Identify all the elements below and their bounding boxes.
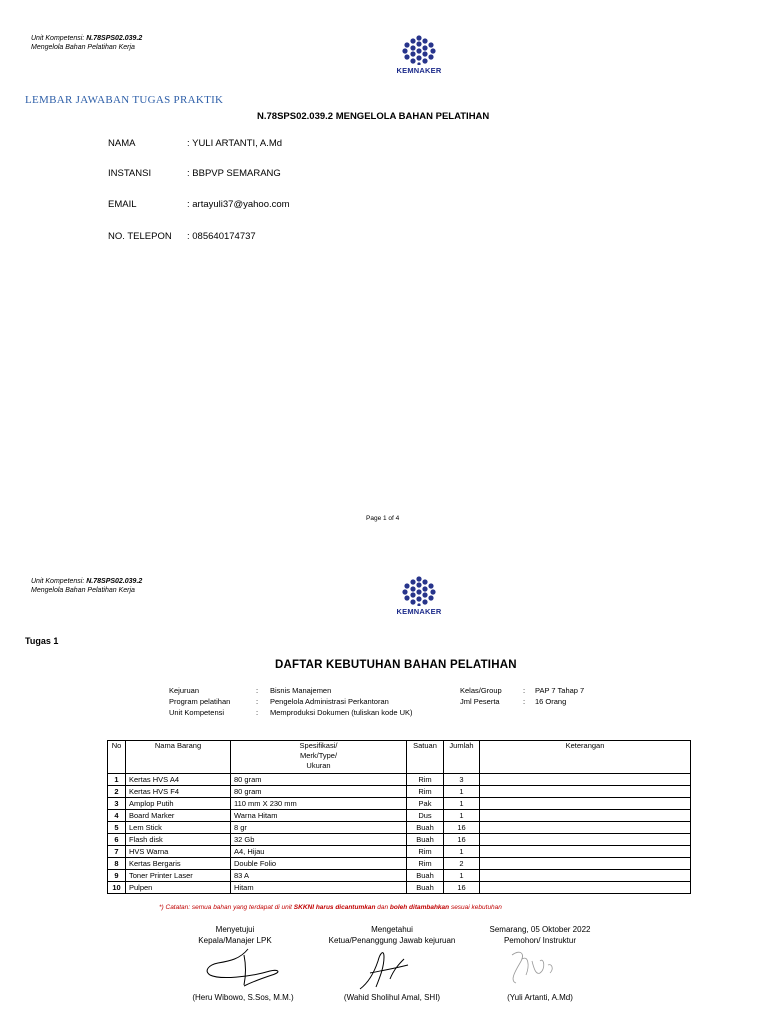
- cell-jumlah: 3: [444, 774, 480, 786]
- cell-nama: Kertas Bergaris: [126, 858, 231, 870]
- table-row: [108, 834, 691, 846]
- lembar-title: LEMBAR JAWABAN TUGAS PRAKTIK: [25, 94, 224, 106]
- cell-no: 1: [108, 774, 126, 786]
- cell-satuan: Rim: [407, 858, 444, 870]
- cell-keterangan: [480, 786, 691, 798]
- unit-code-2: N.78SPS02.039.2: [86, 578, 143, 585]
- cell-satuan: Rim: [407, 846, 444, 858]
- cell-jumlah: 1: [444, 870, 480, 882]
- signature-name-yuli: (Yuli Artanti, A.Md): [507, 993, 573, 1002]
- header-nama-barang: Nama Barang: [126, 741, 231, 774]
- header-spec-line2: Merk/Type/: [299, 751, 338, 760]
- cell-jumlah: 1: [444, 798, 480, 810]
- signature-wahid-icon: [350, 943, 420, 993]
- cell-satuan: Buah: [407, 834, 444, 846]
- cell-no: 7: [108, 846, 126, 858]
- info-label-kejuruan: Kejuruan: [169, 686, 200, 695]
- info-value-kelas: PAP 7 Tahap 7: [535, 686, 585, 695]
- cell-spec: 80 gram: [231, 774, 407, 786]
- table-row: [108, 786, 691, 798]
- field-value-instansi: : BBPVP SEMARANG: [187, 168, 281, 179]
- kemnaker-logo: [389, 35, 449, 75]
- cell-jumlah: 1: [444, 810, 480, 822]
- sig-line2: Pemohon/ Instruktur: [503, 936, 577, 945]
- page-number: Page 1 of 4: [366, 515, 400, 522]
- info-sep: :: [256, 708, 259, 717]
- signature-block-pemohon: [470, 924, 610, 946]
- cell-nama: Board Marker: [126, 810, 231, 822]
- table-row: [108, 798, 691, 810]
- cell-keterangan: [480, 810, 691, 822]
- cell-keterangan: [480, 834, 691, 846]
- catatan-note: [159, 904, 502, 911]
- catatan-part: sesuai kebutuhan: [449, 904, 502, 911]
- header-keterangan: Keterangan: [480, 741, 691, 774]
- field-label-email: EMAIL: [108, 199, 137, 210]
- cell-spec: Warna Hitam: [231, 810, 407, 822]
- sig-line2: Ketua/Penanggung Jawab kejuruan: [328, 936, 456, 945]
- field-label-instansi: INSTANSI: [108, 168, 152, 179]
- info-value-program: Pengelola Administrasi Perkantoran: [270, 697, 389, 706]
- cell-jumlah: 1: [444, 846, 480, 858]
- unit-name-2: Mengelola Bahan Pelatihan Kerja: [31, 587, 135, 594]
- cell-no: 2: [108, 786, 126, 798]
- header-spec-line1: Spesifikasi/: [299, 741, 338, 750]
- table-header-row: [108, 741, 691, 774]
- unit-label-2: Unit Kompetensi:: [31, 578, 87, 585]
- info-value-kejuruan: Bisnis Manajemen: [270, 686, 332, 695]
- field-label-nama: NAMA: [108, 138, 136, 149]
- cell-spec: 110 mm X 230 mm: [231, 798, 407, 810]
- cell-nama: Flash disk: [126, 834, 231, 846]
- catatan-emphasis: SKKNI harus dicantumkan: [293, 904, 376, 911]
- cell-satuan: Buah: [407, 882, 444, 894]
- header-jumlah: Jumlah: [444, 741, 480, 774]
- tugas-heading: Tugas 1: [25, 636, 59, 646]
- signature-heru-icon: [200, 945, 290, 990]
- cell-nama: Kertas HVS A4: [126, 774, 231, 786]
- info-label-kelas: Kelas/Group: [460, 686, 502, 695]
- cell-spec: 83 A: [231, 870, 407, 882]
- cell-satuan: Buah: [407, 870, 444, 882]
- header-spec-line3: Ukuran: [306, 761, 331, 770]
- catatan-part: *) Catatan: semua bahan yang terdapat di unit: [159, 904, 294, 911]
- cell-spec: Double Folio: [231, 858, 407, 870]
- cell-satuan: Pak: [407, 798, 444, 810]
- cell-no: 8: [108, 858, 126, 870]
- cell-spec: A4, Hijau: [231, 846, 407, 858]
- catatan-emphasis: boleh ditambahkan: [389, 904, 450, 911]
- header-no: No: [108, 741, 126, 774]
- cell-nama: Lem Stick: [126, 822, 231, 834]
- cell-nama: Amplop Putih: [126, 798, 231, 810]
- info-sep: :: [523, 697, 526, 706]
- sig-line2: Kepala/Manajer LPK: [198, 936, 272, 945]
- cell-jumlah: 1: [444, 786, 480, 798]
- table-row: [108, 858, 691, 870]
- table-row: [108, 822, 691, 834]
- kemnaker-emblem-icon: [402, 35, 436, 65]
- signature-name-wahid: (Wahid Sholihul Amal, SHI): [343, 993, 441, 1002]
- cell-jumlah: 16: [444, 834, 480, 846]
- logo-text-2: KEMNAKER: [396, 607, 442, 616]
- unit-header: [31, 34, 142, 52]
- cell-no: 6: [108, 834, 126, 846]
- logo-text: KEMNAKER: [396, 66, 442, 75]
- cell-keterangan: [480, 798, 691, 810]
- table-row: [108, 870, 691, 882]
- cell-keterangan: [480, 774, 691, 786]
- signature-yuli-icon: [500, 945, 570, 990]
- field-value-telepon: : 085640174737: [187, 231, 256, 242]
- field-value-nama: : YULI ARTANTI, A.Md: [187, 138, 283, 149]
- header-satuan: Satuan: [407, 741, 444, 774]
- cell-keterangan: [480, 882, 691, 894]
- table-row: [108, 810, 691, 822]
- document-title: N.78SPS02.039.2 MENGELOLA BAHAN PELATIHAN: [257, 111, 490, 122]
- sig-line1: Menyetujui: [215, 925, 255, 934]
- table-row: [108, 882, 691, 894]
- unit-code: N.78SPS02.039.2: [86, 35, 143, 42]
- unit-header-2: [31, 577, 142, 595]
- bahan-table: [107, 740, 691, 894]
- cell-jumlah: 2: [444, 858, 480, 870]
- kemnaker-emblem-icon: [402, 576, 436, 606]
- signature-block-menyetujui: [165, 924, 305, 946]
- info-value-unit: Memproduksi Dokumen (tuliskan kode UK): [270, 708, 413, 717]
- info-sep: :: [256, 697, 259, 706]
- catatan-part: dan: [375, 904, 390, 911]
- kemnaker-logo-2: [389, 576, 449, 616]
- cell-satuan: Dus: [407, 810, 444, 822]
- cell-keterangan: [480, 858, 691, 870]
- cell-keterangan: [480, 822, 691, 834]
- header-spesifikasi: [231, 741, 407, 774]
- info-sep: :: [256, 686, 259, 695]
- cell-no: 9: [108, 870, 126, 882]
- unit-code-line-2: [31, 577, 142, 586]
- cell-spec: 80 gram: [231, 786, 407, 798]
- table-row: [108, 846, 691, 858]
- cell-jumlah: 16: [444, 822, 480, 834]
- sig-line1: Mengetahui: [371, 925, 413, 934]
- cell-no: 10: [108, 882, 126, 894]
- info-label-peserta: Jml Peserta: [460, 697, 500, 706]
- cell-no: 5: [108, 822, 126, 834]
- signature-name-heru: (Heru Wibowo, S.Sos, M.M.): [192, 993, 294, 1002]
- unit-name: Mengelola Bahan Pelatihan Kerja: [31, 44, 135, 51]
- cell-nama: Kertas HVS F4: [126, 786, 231, 798]
- sig-line1: Semarang, 05 Oktober 2022: [489, 925, 591, 934]
- cell-satuan: Rim: [407, 786, 444, 798]
- cell-nama: HVS Warna: [126, 846, 231, 858]
- info-value-peserta: 16 Orang: [535, 697, 567, 706]
- unit-code-line: [31, 34, 142, 43]
- table-row: [108, 774, 691, 786]
- cell-spec: Hitam: [231, 882, 407, 894]
- cell-satuan: Buah: [407, 822, 444, 834]
- cell-no: 4: [108, 810, 126, 822]
- daftar-title: DAFTAR KEBUTUHAN BAHAN PELATIHAN: [275, 659, 517, 671]
- cell-spec: 8 gr: [231, 822, 407, 834]
- cell-keterangan: [480, 846, 691, 858]
- cell-nama: Toner Printer Laser: [126, 870, 231, 882]
- cell-no: 3: [108, 798, 126, 810]
- info-label-unit: Unit Kompetensi: [169, 708, 225, 717]
- cell-satuan: Rim: [407, 774, 444, 786]
- field-label-telepon: NO. TELEPON: [108, 231, 172, 242]
- cell-keterangan: [480, 870, 691, 882]
- info-label-program: Program pelatihan: [169, 697, 231, 706]
- unit-label: Unit Kompetensi:: [31, 35, 87, 42]
- cell-spec: 32 Gb: [231, 834, 407, 846]
- cell-jumlah: 16: [444, 882, 480, 894]
- field-value-email: : artayuli37@yahoo.com: [187, 199, 290, 210]
- cell-nama: Pulpen: [126, 882, 231, 894]
- info-sep: :: [523, 686, 526, 695]
